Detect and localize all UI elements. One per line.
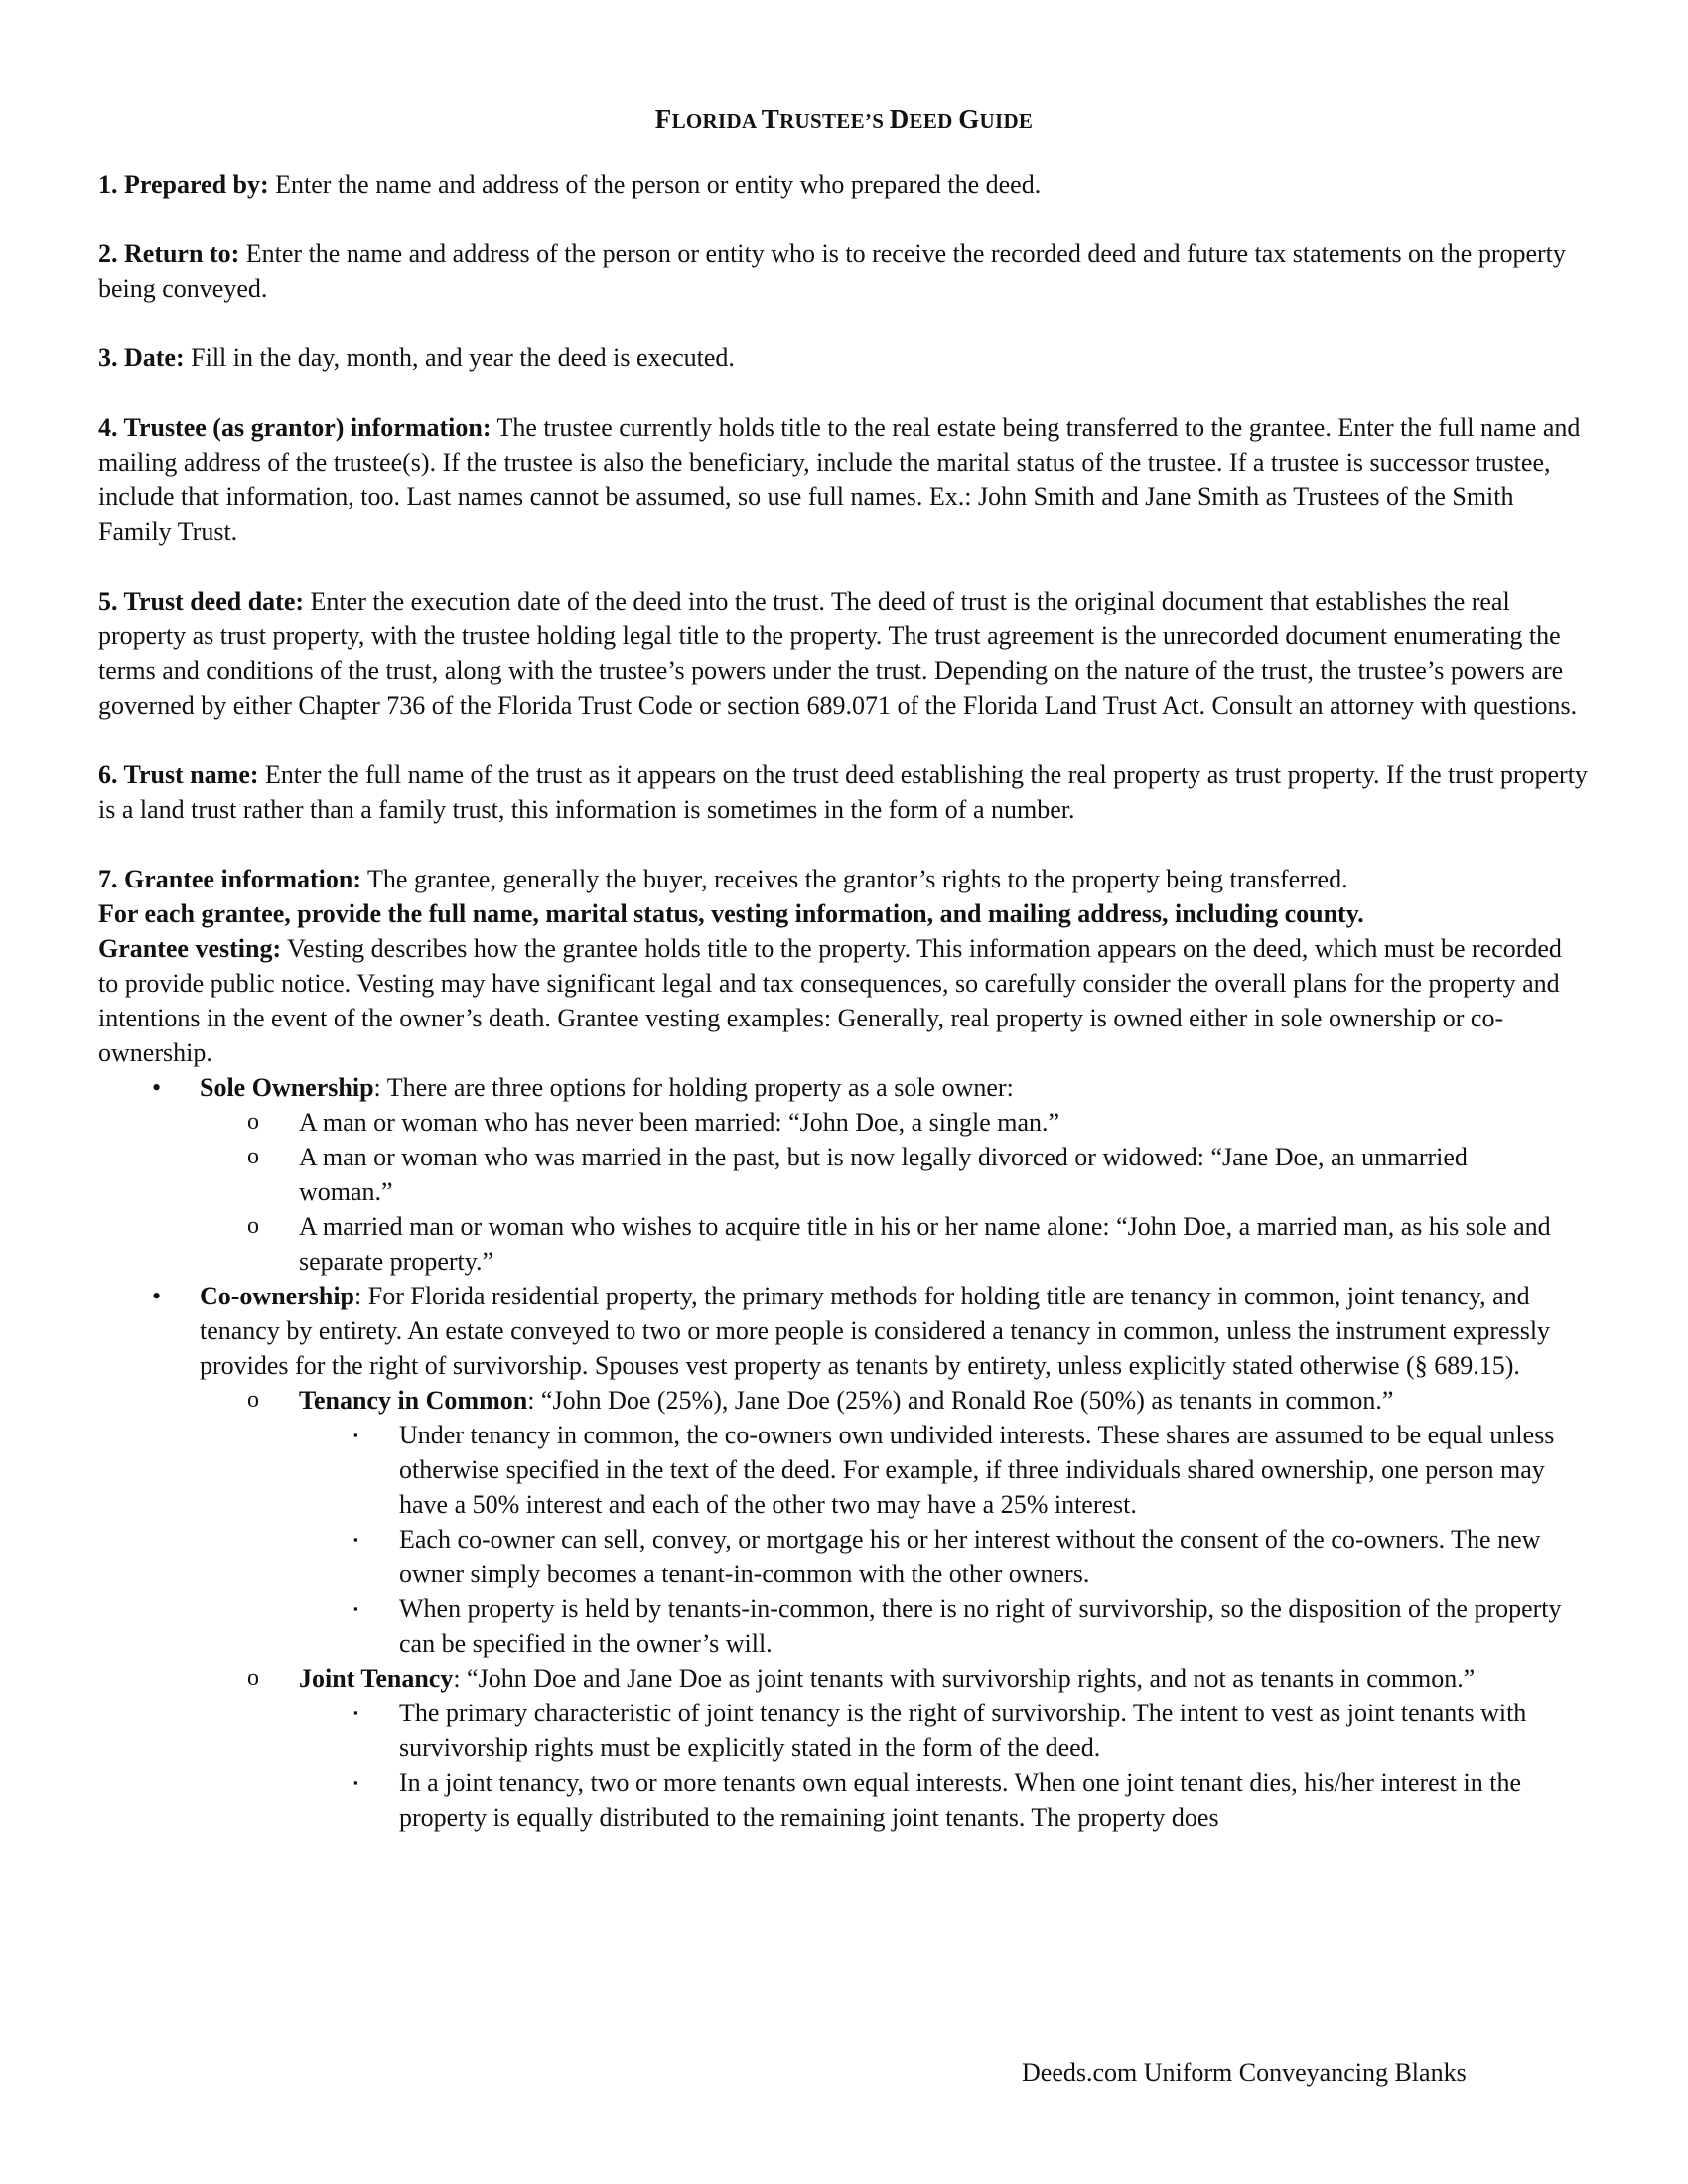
list-item: o A married man or woman who wishes to acquire title in his or her name alone: “John Doe, a married man, as his sole and separate property.” [299, 1209, 1562, 1279]
section-trust-name: 6. Trust name: Enter the full name of the trust as it appears on the trust deed establishing the real property as trust property. If the trust property is a land trust rather than a family trust, this information is sometimes in the form of a number. [98, 760, 1588, 824]
list-item: o A man or woman who was married in the past, but is now legally divorced or widowed: “Jane Doe, an unmarried woman.” [299, 1140, 1562, 1209]
bullet-icon: • [152, 1282, 162, 1310]
list-item: ▪ Under tenancy in common, the co-owners own undivided interests. These shares are assumed to be equal unless otherwise specified in the text of the deed. For example, if three individuals shared ownership, one person may have a 50% interest and each of the other two may have a 25% interest. [399, 1418, 1562, 1522]
page-title: FLORIDA TRUSTEE’S DEED GUIDE [654, 104, 1034, 134]
section-prepared-by: 1. Prepared by: Enter the name and address of the person or entity who prepared the deed. [98, 170, 1042, 199]
page-footer: Deeds.com Uniform Conveyancing Blanks [1022, 2058, 1467, 2087]
circle-bullet-icon: o [247, 1144, 259, 1169]
list-item-co-ownership: • Co-ownership: For Florida residential property, the primary methods for holding title are tenancy in common, joint tenancy, and tenancy by entirety. An estate conveyed to two or more people is considered a tenancy in common, unless the instrument expressly provides for the right of survivorship. Spouses vest property as tenants by entirety, unless explicitly stated otherwise (§ 689.15). o Tenancy in Common: “John Doe (25%), Jane Doe (25%) and Ronald Roe (50%) as tenants in common.” ▪ Under tenancy in common, the co-owners own undivided interests. These shares are assumed to be equal unless otherwise specified in the text of the deed. For example, if three individuals shared ownership, one person may have a 50% interest and each of the other two may have a 25% interest. ▪ Each co-owner can sell, convey, or mortgage his or her interest without the consent of the co-owners. The new owner simply becomes a tenant-in-common with the other owners. ▪ When property is held by tenants-in-common, there is no right of survivorship, so the disposition of the property can be specified in the owner’s will. o Joint Tenancy: “John Doe and Jane Doe as joint tenants with survivorship rights, and not as tenants in common.” ▪ The primary characteristic of joint tenancy is the right of survivorship. The intent to vest as joint tenants with survivorship rights must be explicitly stated in the form of the deed. ▪ In a joint tenancy, two or more tenants own equal interests. When one joint tenant dies, his/her interest in the property is equally distributed to the remaining joint tenants. The property does [98, 1279, 1588, 1835]
circle-bullet-icon: o [247, 1213, 259, 1239]
guide-body [98, 167, 1588, 1835]
square-bullet-icon: ▪ [353, 1775, 358, 1790]
square-bullet-icon: ▪ [353, 1601, 358, 1616]
bullet-icon: • [152, 1073, 162, 1102]
list-item-joint-tenancy: o Joint Tenancy: “John Doe and Jane Doe as joint tenants with survivorship rights, and not as tenants in common.” [299, 1661, 1562, 1696]
circle-bullet-icon: o [247, 1665, 259, 1691]
circle-bullet-icon: o [247, 1109, 259, 1135]
section-date: 3. Date: Fill in the day, month, and year the deed is executed. [98, 343, 735, 372]
section-trust-deed-date: 5. Trust deed date: Enter the execution date of the deed into the trust. The deed of trust is the original document that establishes the real property as trust property, with the trustee holding legal title to the property. The trust agreement is the unrecorded document enumerating the terms and conditions of the trust, along with the trustee’s powers under the trust. Depending on the nature of the trust, the trustee’s powers are governed by either Chapter 736 of the Florida Trust Code or section 689.071 of the Florida Land Trust Act. Consult an attorney with questions. [98, 587, 1578, 720]
square-bullet-icon: ▪ [353, 1428, 358, 1442]
list-item-sole-ownership: • Sole Ownership: There are three options for holding property as a sole owner: o A man or woman who has never been married: “John Doe, a single man.” o A man or woman who was married in the past, but is now legally divorced or widowed: “Jane Doe, an unmarried woman.” o A married man or woman who wishes to acquire title in his or her name alone: “John Doe, a married man, as his sole and separate property.” [98, 1070, 1588, 1279]
list-item: o A man or woman who has never been married: “John Doe, a single man.” [299, 1105, 1562, 1140]
list-item: ▪ The primary characteristic of joint tenancy is the right of survivorship. The intent to vest as joint tenants with survivorship rights must be explicitly stated in the form of the deed. [399, 1696, 1562, 1765]
circle-bullet-icon: o [247, 1387, 259, 1413]
list-item-tenancy-in-common: o Tenancy in Common: “John Doe (25%), Jane Doe (25%) and Ronald Roe (50%) as tenants in common.” [299, 1383, 1562, 1418]
square-bullet-icon: ▪ [353, 1532, 358, 1547]
grantee-instructions: For each grantee, provide the full name, marital status, vesting information, and mailing address, including county. [98, 899, 1364, 928]
section-trustee-info: 4. Trustee (as grantor) information: The trustee currently holds title to the real estate being transferred to the grantee. Enter the full name and mailing address of the trustee(s). If the trustee is also the beneficiary, include the marital status of the trustee. If a trustee is successor trustee, include that information, too. Last names cannot be assumed, so use full names. Ex.: John Smith and Jane Smith as Trustees of the Smith Family Trust. [98, 413, 1581, 546]
list-item: ▪ In a joint tenancy, two or more tenants own equal interests. When one joint tenant dies, his/her interest in the property is equally distributed to the remaining joint tenants. The property does [399, 1765, 1562, 1835]
joint-tenancy-details [299, 1696, 1562, 1835]
square-bullet-icon: ▪ [353, 1706, 358, 1720]
tenancy-in-common-details [299, 1418, 1562, 1661]
section-return-to: 2. Return to: Enter the name and address of the person or entity who is to receive the recorded deed and future tax statements on the property being conveyed. [98, 239, 1566, 303]
vesting-list [98, 1070, 1588, 1835]
list-item: ▪ Each co-owner can sell, convey, or mortgage his or her interest without the consent of the co-owners. The new owner simply becomes a tenant-in-common with the other owners. [399, 1522, 1562, 1591]
section-grantee-info: 7. Grantee information: The grantee, generally the buyer, receives the grantor’s rights to the property being transferred. [98, 865, 1348, 893]
grantee-vesting: Grantee vesting: Vesting describes how the grantee holds title to the property. This information appears on the deed, which must be recorded to provide public notice. Vesting may have significant legal and tax consequences, so carefully consider the overall plans for the property and intentions in the event of the owner’s death. Grantee vesting examples: Generally, real property is owned either in sole ownership or co-ownership. [98, 934, 1562, 1067]
list-item: ▪ When property is held by tenants-in-common, there is no right of survivorship, so the disposition of the property can be specified in the owner’s will. [399, 1591, 1562, 1661]
